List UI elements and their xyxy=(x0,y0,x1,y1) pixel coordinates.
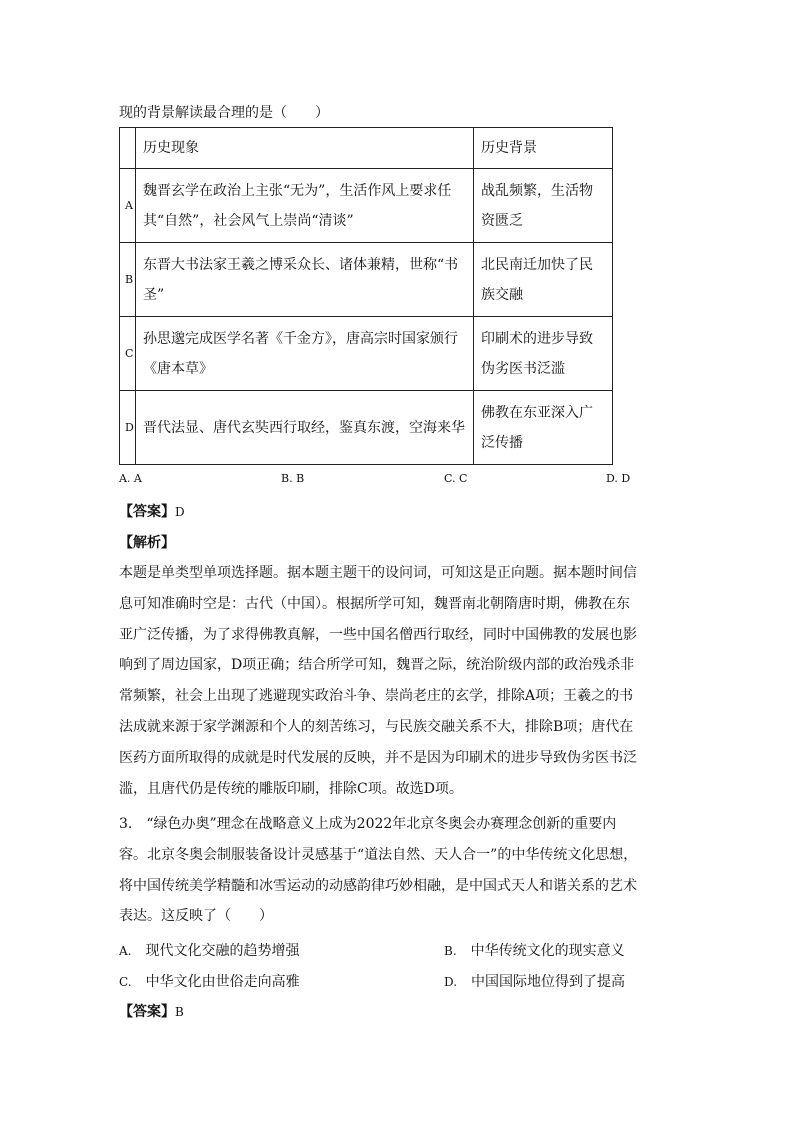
q2-option-d: D. D xyxy=(606,472,631,485)
q3-option-b xyxy=(444,940,625,960)
table-row xyxy=(120,243,613,317)
q2-option-c: C. C xyxy=(444,472,468,485)
table-header-cell: 历史背景 xyxy=(474,128,613,169)
q2-answer-line xyxy=(119,503,185,521)
q3-option-a xyxy=(119,940,299,960)
table-header-row xyxy=(120,128,613,169)
question-3-stem: 3. “绿色办奥”理念在战略意义上成为2022年北京冬奥会办赛理念创新的重要内容。北京冬奥会制服装备设计灵感基于“道法自然、天人合一”的中华传统文化思想，将中国传统美学精髓和冰雪运动的动感韵律巧妙相融，是中国式天人和谐关系的艺术表达。这反映了（ ） xyxy=(119,816,638,925)
row-background: 北民南迁加快了民族交融 xyxy=(474,243,613,317)
options-table xyxy=(119,127,613,465)
analysis-label: 【解析】 xyxy=(119,535,175,551)
q3-option-text: 中华传统文化的现实意义 xyxy=(470,943,625,959)
row-background: 战乱频繁，生活物资匮乏 xyxy=(474,169,613,243)
q3-option-text: 中国国际地位得到了提高 xyxy=(471,974,626,990)
table-header-cell xyxy=(120,128,136,169)
q3-option-letter: A. xyxy=(119,944,132,958)
q3-answer-line xyxy=(119,1003,184,1021)
table-row xyxy=(120,391,613,465)
q3-option-text: 现代文化交融的趋势增强 xyxy=(145,943,300,959)
row-letter: B xyxy=(120,243,136,317)
analysis-text: 本题是单类型单项选择题。据本题主题干的设问词，可知这是正向题。据本题时间信息可知准确时空是：古代（中国）。根据所学可知，魏晋南北朝隋唐时期，佛教在东亚广泛传播，为了求得佛教真解，一些中国名僧西行取经，同时中国佛教的发展也影响到了周边国家，D项正确；结合所学可知，魏晋之际，统治阶级内部的政治残杀非常频繁，社会上出现了逃避现实政治斗争、崇尚老庄的玄学，排除A项；王羲之的书法成就来源于家学渊源和个人的刻苦练习，与民族交融关系不大，排除B项；唐代在医药方面所取得的成就是时代发展的反映，并不是因为印刷术的进步导致伪劣医书泛滥，且唐代仍是传统的雕版印刷，排除C项。故选D项。 xyxy=(119,565,637,797)
row-background: 印刷术的进步导致伪劣医书泛滥 xyxy=(474,317,613,391)
row-letter: D xyxy=(120,391,136,465)
q3-option-letter: D. xyxy=(444,975,458,989)
q3-option-text: 中华文化由世俗走向高雅 xyxy=(145,974,300,990)
answer-label: 【答案】 xyxy=(119,504,175,520)
q2-option-b: B. B xyxy=(281,472,305,485)
row-letter: A xyxy=(120,169,136,243)
row-phenomenon: 魏晋玄学在政治上主张“无为”，生活作风上要求任其“自然”，社会风气上崇尚“清谈” xyxy=(136,169,474,243)
q3-option-letter: C. xyxy=(119,975,132,989)
q3-option-c xyxy=(119,971,300,991)
row-background: 佛教在东亚深入广泛传播 xyxy=(474,391,613,465)
row-phenomenon: 东晋大书法家王羲之博采众长、诸体兼精，世称“书圣” xyxy=(136,243,474,317)
row-letter: C xyxy=(120,317,136,391)
row-phenomenon: 晋代法显、唐代玄奘西行取经，鉴真东渡，空海来华 xyxy=(136,391,474,465)
q3-answer-value: B xyxy=(175,1005,184,1019)
q3-option-d xyxy=(444,971,625,991)
table-row xyxy=(120,169,613,243)
question-stem-tail: 现的背景解读最合理的是（ ） xyxy=(119,105,329,121)
table-header-cell: 历史现象 xyxy=(136,128,474,169)
q2-answer-value: D xyxy=(175,505,185,519)
q2-option-a: A. A xyxy=(119,472,142,485)
table-row xyxy=(120,317,613,391)
row-phenomenon: 孙思邈完成医学名著《千金方》，唐高宗时国家颁行《唐本草》 xyxy=(136,317,474,391)
q3-option-letter: B. xyxy=(444,944,457,958)
answer-label: 【答案】 xyxy=(119,1004,175,1020)
